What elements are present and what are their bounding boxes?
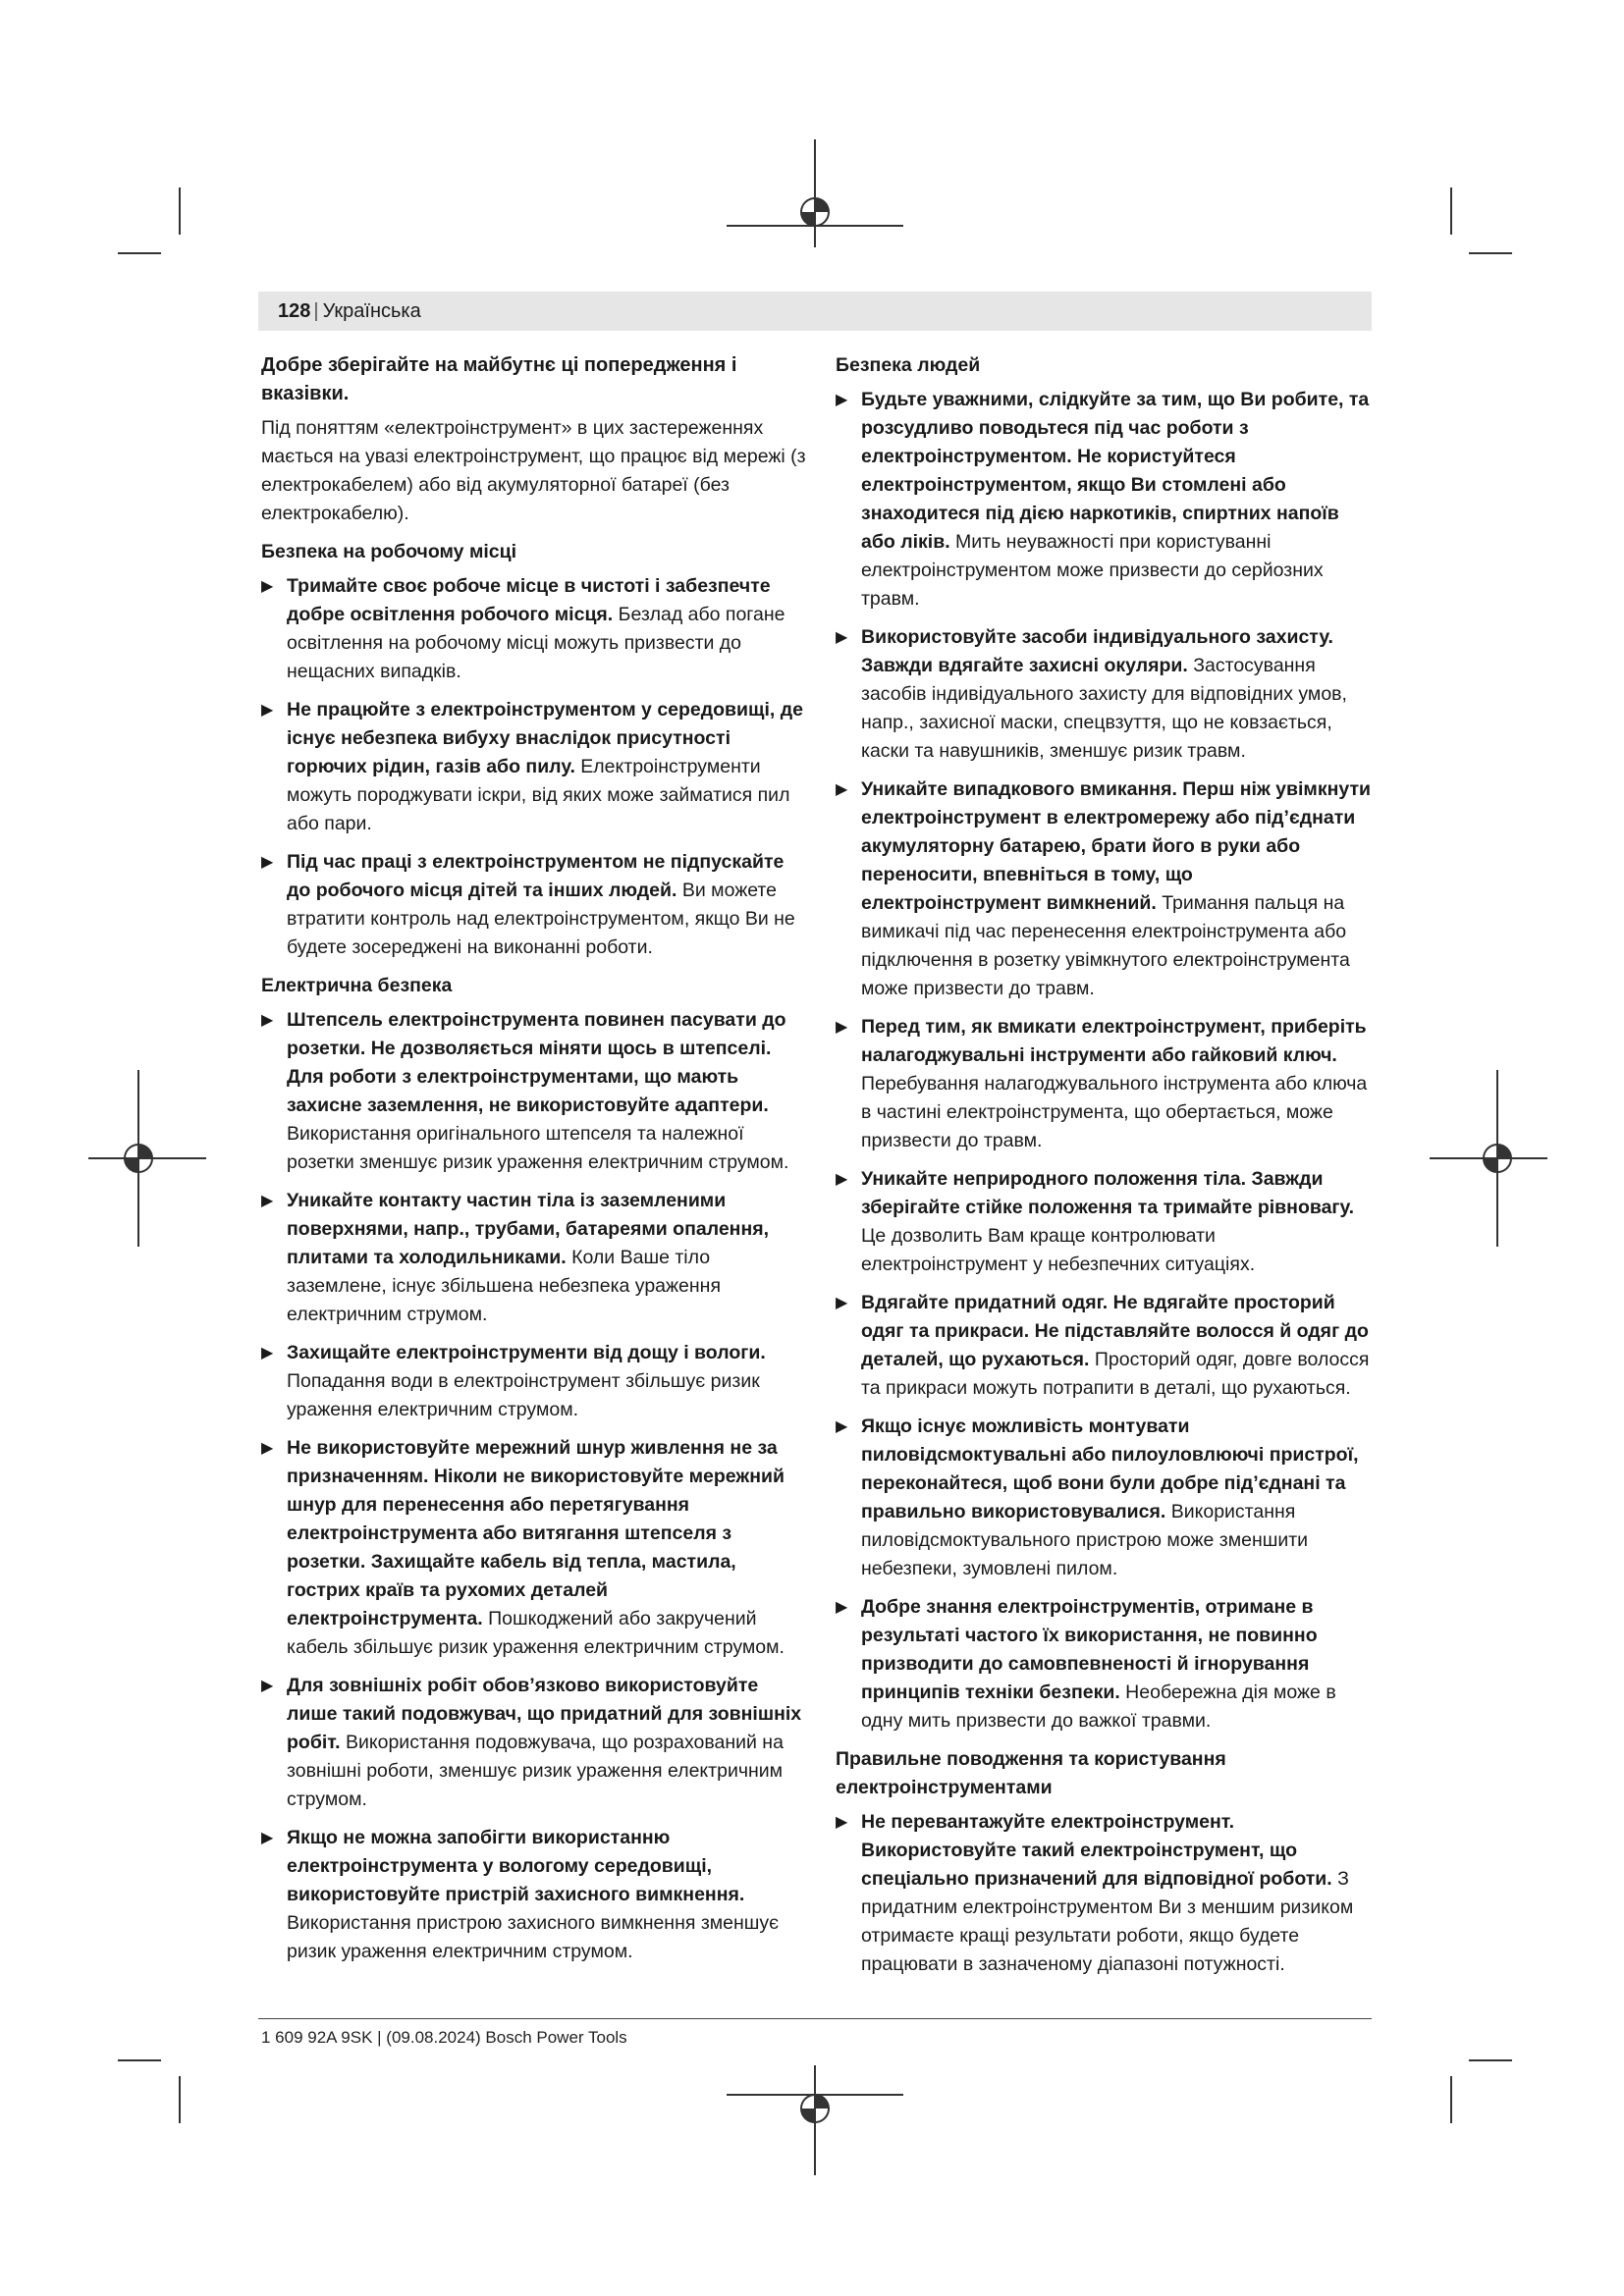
- item-bold-text: Для зовнішніх робіт обов’язково використовуйте лише такий подовжувач, що придатний для зовнішніх робіт.: [287, 1675, 802, 1753]
- bullet-triangle-icon: ▶: [836, 781, 848, 798]
- item-bold-text: Не використовуйте мережний шнур живлення не за призначенням. Ніколи не використовуйте мережний шнур для перенесення або перетягування електроінструмента або витягання штепселя з розетки. Захищайте кабель від тепла, мастила, гострих країв та рухомих деталей електроінструмента.: [287, 1437, 785, 1629]
- workplace-list: [261, 572, 807, 962]
- bullet-triangle-icon: ▶: [836, 1418, 848, 1435]
- header-language: Українська: [322, 299, 421, 322]
- item-text: Пошкоджений або закручений кабель збільшує ризик ураження електричним струмом.: [287, 1608, 785, 1658]
- item-text: Коли Ваше тіло заземлене, існує збільшена небезпека ураження електричним струмом.: [287, 1247, 721, 1325]
- list-item: [836, 1808, 1374, 1979]
- crop-mark: [1450, 2076, 1452, 2123]
- item-bold-text: Перед тим, як вмикати електроінструмент, приберіть налагоджувальні інструменти або гайковий ключ.: [861, 1016, 1367, 1066]
- handling-list: [836, 1808, 1374, 1979]
- header-separator: |: [313, 299, 319, 322]
- bullet-triangle-icon: ▶: [261, 1830, 274, 1846]
- list-item: [261, 696, 807, 838]
- list-item: [261, 1187, 807, 1329]
- footer-divider: [258, 2018, 1372, 2019]
- section-heading-people: Безпека людей: [836, 354, 981, 376]
- list-item: [261, 1434, 807, 1662]
- list-item: [836, 1013, 1374, 1155]
- bullet-triangle-icon: ▶: [836, 1814, 848, 1831]
- item-text: Необережна дія може в одну мить призвести до важкої травми.: [861, 1682, 1336, 1732]
- item-text: Просторий одяг, довге волосся та прикраси можуть потрапити в деталі, що рухаються.: [861, 1349, 1370, 1399]
- bullet-triangle-icon: ▶: [261, 1345, 274, 1362]
- list-item: [836, 1165, 1374, 1279]
- item-bold-text: Уникайте контакту частин тіла із заземленими поверхнями, напр., трубами, батареями опалення, плитами та холодильниками.: [287, 1190, 770, 1268]
- crop-mark: [118, 2059, 161, 2061]
- people-list: [836, 386, 1374, 1735]
- item-bold-text: Тримайте своє робоче місце в чистоті і забезпечте добре освітлення робочого місця.: [287, 575, 771, 625]
- item-text: Використання пристрою захисного вимкнення зменшує ризик ураження електричним струмом.: [287, 1912, 780, 1962]
- list-item: [261, 1672, 807, 1814]
- item-text: Електроінструменти можуть породжувати іскри, від яких може займатися пил або пари.: [287, 756, 790, 834]
- list-item: [261, 1006, 807, 1177]
- item-text: Тримання пальця на вимикачі під час перенесення електроінструмента або підключення в розетку увімкнутого електроінструмента може призвести до травм.: [861, 892, 1350, 999]
- list-item: [261, 848, 807, 962]
- item-text: Перебування налагоджувального інструмента або ключа в частині електроінструмента, що обертається, може призвести до травм.: [861, 1073, 1368, 1151]
- bullet-triangle-icon: ▶: [261, 854, 274, 871]
- section-heading-electrical: Електрична безпека: [261, 975, 453, 996]
- item-text: З придатним електроінструментом Ви з меншим ризиком отримаєте кращі результати роботи, якщо будете працювати в зазначеному діапазоні потужності.: [861, 1868, 1354, 1975]
- bullet-triangle-icon: ▶: [261, 1440, 274, 1457]
- page-header: [258, 292, 1372, 331]
- list-item: [836, 623, 1374, 766]
- bullet-triangle-icon: ▶: [261, 1012, 274, 1029]
- registration-mark-icon: [1430, 1070, 1547, 1247]
- crop-mark: [118, 252, 161, 254]
- item-bold-text: Якщо не можна запобігти використанню електроінструмента у вологому середовищі, використовуйте пристрій захисного вимкнення.: [287, 1827, 745, 1905]
- bullet-triangle-icon: ▶: [836, 629, 848, 646]
- item-bold-text: Використовуйте засоби індивідуального захисту. Завжди вдягайте захисні окуляри.: [861, 626, 1333, 676]
- bullet-triangle-icon: ▶: [836, 392, 848, 408]
- bullet-triangle-icon: ▶: [261, 578, 274, 595]
- bullet-triangle-icon: ▶: [261, 1193, 274, 1209]
- item-text: Попадання води в електроінструмент збільшує ризик ураження електричним струмом.: [287, 1370, 760, 1420]
- electrical-list: [261, 1006, 807, 1966]
- item-bold-text: Не перевантажуйте електроінструмент. Використовуйте такий електроінструмент, що спеціально призначений для відповідної роботи.: [861, 1811, 1332, 1890]
- left-column: [261, 351, 807, 1976]
- item-bold-text: Під час праці з електроінструментом не підпускайте до робочого місця дітей та інших людей.: [287, 851, 785, 901]
- list-item: [836, 1593, 1374, 1735]
- list-item: [261, 1339, 807, 1424]
- item-text: Ви можете втратити контроль над електроінструментом, якщо Ви не будете зосереджені на виконанні роботи.: [287, 880, 795, 958]
- item-text: Використання подовжувача, що розрахований на зовнішні роботи, зменшує ризик ураження електричним струмом.: [287, 1732, 784, 1810]
- intro-heading: Добре зберігайте на майбутнє ці попередження і вказівки.: [261, 354, 737, 404]
- section-heading-handling: Правильне поводження та користування електроінструментами: [836, 1748, 1226, 1798]
- bullet-triangle-icon: ▶: [261, 1678, 274, 1694]
- item-bold-text: Вдягайте придатний одяг. Не вдягайте просторий одяг та прикраси. Не підставляйте волосся й одяг до деталей, що рухаються.: [861, 1292, 1369, 1370]
- item-text: Застосування засобів індивідуального захисту для відповідних умов, напр., захисної маски, спецвзуття, що не ковзається, каски та навушників, зменшує ризик травм.: [861, 655, 1347, 762]
- list-item: [261, 1824, 807, 1966]
- registration-mark-icon: [727, 2065, 903, 2175]
- item-bold-text: Будьте уважними, слідкуйте за тим, що Ви робите, та розсудливо поводьтеся під час роботи з електроінструментом. Не користуйтеся електроінструментом, якщо Ви стомлені або знаходитеся під дією наркотиків, спиртних напоїв або ліків.: [861, 389, 1370, 553]
- intro-text: Під поняттям «електроінструмент» в цих застереженнях мається на увазі електроінструмент, що працює від мережі (з електрокабелем) або від акумуляторної батареї (без електрокабелю).: [261, 417, 806, 524]
- crop-mark: [1469, 2059, 1512, 2061]
- item-bold-text: Не працюйте з електроінструментом у середовищі, де існує небезпека вибуху внаслідок присутності горючих рідин, газів або пилу.: [287, 699, 803, 777]
- bullet-triangle-icon: ▶: [261, 702, 274, 719]
- crop-mark: [1469, 252, 1512, 254]
- registration-mark-icon: [727, 139, 903, 247]
- item-bold-text: Добре знання електроінструментів, отримане в результаті частого їх використання, не повинно призводити до самовпевненості й ігнорування принципів техніки безпеки.: [861, 1596, 1318, 1703]
- page-footer: 1 609 92A 9SK | (09.08.2024) Bosch Power Tools: [261, 2028, 627, 2047]
- list-item: [836, 1289, 1374, 1403]
- item-bold-text: Уникайте випадкового вмикання. Перш ніж увімкнути електроінструмент в електромережу або під’єднати акумуляторну батарею, брати його в руки або переносити, впевніться в тому, що електроінструмент вимкнений.: [861, 778, 1372, 914]
- item-text: Використання оригінального штепселя та належної розетки зменшує ризик ураження електричним струмом.: [287, 1123, 789, 1173]
- crop-mark: [179, 2076, 181, 2123]
- crop-mark: [179, 187, 181, 235]
- item-text: Мить неуважності при користуванні електроінструментом може призвести до серйозних травм.: [861, 531, 1324, 610]
- bullet-triangle-icon: ▶: [836, 1599, 848, 1616]
- list-item: [836, 386, 1374, 614]
- page-number: 128: [278, 299, 311, 322]
- item-bold-text: Уникайте неприродного положення тіла. Завжди зберігайте стійке положення та тримайте рівновагу.: [861, 1168, 1355, 1218]
- bullet-triangle-icon: ▶: [836, 1171, 848, 1188]
- bullet-triangle-icon: ▶: [836, 1019, 848, 1036]
- list-item: [836, 1413, 1374, 1583]
- list-item: [261, 572, 807, 686]
- item-bold-text: Якщо існує можливість монтувати пиловідсмоктувальні або пилоуловлюючі пристрої, переконайтеся, щоб вони були добре під’єднані та правильно використовувалися.: [861, 1415, 1359, 1522]
- crop-mark: [1450, 187, 1452, 235]
- item-bold-text: Штепсель електроінструмента повинен пасувати до розетки. Не дозволяється міняти щось в штепселі. Для роботи з електроінструментами, що мають захисне заземлення, не використовуйте адаптери.: [287, 1009, 786, 1116]
- section-heading-workplace: Безпека на робочому місці: [261, 541, 517, 562]
- list-item: [836, 775, 1374, 1003]
- right-column: [836, 351, 1374, 1989]
- item-text: Використання пиловідсмоктувального пристрою може зменшити небезпеки, зумовлені пилом.: [861, 1501, 1309, 1579]
- bullet-triangle-icon: ▶: [836, 1295, 848, 1311]
- item-text: Безлад або погане освітлення на робочому місці можуть призвести до нещасних випадків.: [287, 604, 785, 682]
- registration-mark-icon: [88, 1070, 206, 1247]
- item-bold-text: Захищайте електроінструменти від дощу і вологи.: [287, 1342, 766, 1363]
- item-text: Це дозволить Вам краще контролювати електроінструмент у небезпечних ситуаціях.: [861, 1225, 1256, 1275]
